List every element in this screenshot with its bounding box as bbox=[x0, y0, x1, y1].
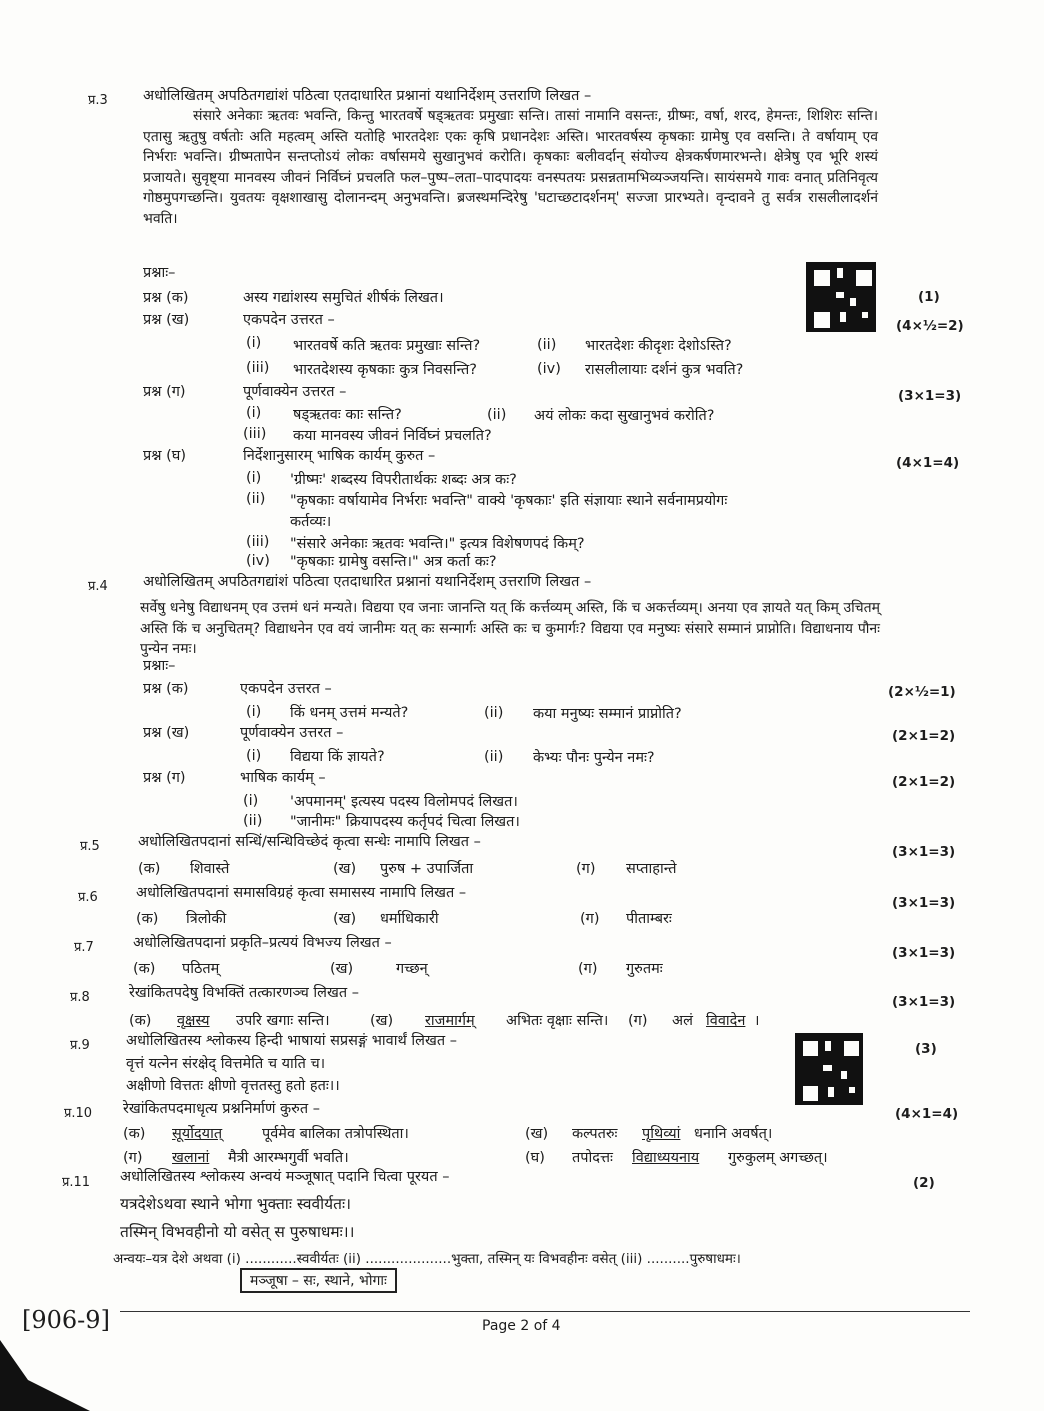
q3-ga-ii-text: अयं लोकः कदा सुखानुभवं करोति? bbox=[534, 408, 715, 424]
q10-number: प्र.10 bbox=[64, 1106, 93, 1121]
q11-number: प्र.11 bbox=[62, 1175, 91, 1190]
q8-b-rest: अभितः वृक्षाः सन्ति। bbox=[506, 1013, 609, 1029]
q3-passage-line: वनात् प्रतिनिवृत्य गोष्ठमुपगच्छन्ति। युवतयः वृक्षशाखासु दोलानन्दम् अनुभवन्ति। ब्रजस्थमन्दिरेषु 'घटाच्छटादर्शनम्' bbox=[143, 169, 878, 206]
q10-c-label: (ग) bbox=[123, 1150, 143, 1166]
q5-b-label: (ख) bbox=[333, 861, 357, 877]
q3-kha-ii-text: भारतदेशः कीदृशः देशोऽस्ति? bbox=[585, 338, 732, 354]
q3-kha-marks: (4×½=2) bbox=[896, 318, 964, 334]
q4-ka-label: प्रश्न (क) bbox=[143, 681, 189, 697]
q3-kha-i-text: भारतवर्षे कति ऋतवः प्रमुखाः सन्ति? bbox=[293, 338, 481, 354]
q10-d-label: (घ) bbox=[525, 1150, 545, 1166]
q8-marks: (3×1=3) bbox=[892, 994, 956, 1010]
q8-c-post: । bbox=[754, 1013, 760, 1029]
q8-c-underlined: विवादेन bbox=[706, 1013, 746, 1029]
q4-instruction: अधोलिखितम् अपठितगद्यांशं पठित्वा एतदाधारित प्रश्नानां यथानिर्देशम् उत्तराणि लिखत – bbox=[143, 574, 592, 590]
q9-text: अधोलिखितस्य श्लोकस्य हिन्दी भाषायां सप्रसङ्गं भावार्थं लिखत – bbox=[126, 1033, 457, 1049]
q3-ga-i-text: षड्ऋतवः काः सन्ति? bbox=[293, 407, 402, 423]
q8-a-label: (क) bbox=[129, 1013, 152, 1029]
q11-marks: (2) bbox=[913, 1175, 935, 1191]
q4-ga-ii-num: (ii) bbox=[243, 813, 263, 829]
footer-page-number: Page 2 of 4 bbox=[482, 1318, 561, 1334]
q4-passage bbox=[140, 598, 880, 660]
q3-ga-label: प्रश्न (ग) bbox=[143, 384, 186, 400]
q8-c-pre: अलं bbox=[672, 1013, 693, 1029]
q10-text: रेखांकितपदमाधृत्य प्रश्ननिर्माणं कुरुत – bbox=[123, 1101, 320, 1117]
q9-shloka-line-1: वृत्तं यत्नेन संरक्षेद् वित्तमेति च याति च। bbox=[126, 1056, 326, 1072]
q4-ga-label: प्रश्न (ग) bbox=[143, 770, 186, 786]
q10-d-pre: तपोदत्तः bbox=[572, 1150, 613, 1166]
q3-gha-text: निर्देशानुसारम् भाषिक कार्यम् कुरुत – bbox=[243, 448, 436, 464]
q3-ka-marks: (1) bbox=[918, 289, 940, 305]
q3-kha-i-num: (i) bbox=[246, 335, 262, 351]
q6-b: धर्माधिकारी bbox=[380, 911, 439, 927]
q4-kha-marks: (2×1=2) bbox=[892, 728, 956, 744]
q8-c-label: (ग) bbox=[628, 1013, 648, 1029]
q5-c: सप्ताहान्ते bbox=[626, 861, 677, 877]
q3-passage-line: शरद, हेमन्तः, शिशिरः सन्ति। एतासु ऋतुषु वर्षतोः अति महत्वम् अस्ति यतोहि भारतदेशः एकः कृषि प्रधानदेशः bbox=[143, 108, 878, 145]
q4-passage-line: सर्वेषु धनेषु विद्याधनम् एव उत्तमं धनं मन्यते। विद्यया एव जनाः जानन्ति यत् किं कर्त्तव्यम् अस्ति, किं च अकर्त्तव्यम्। bbox=[140, 600, 703, 616]
q4-kha-i-num: (i) bbox=[246, 748, 262, 764]
q4-number: प्र.4 bbox=[88, 579, 108, 594]
q3-ka-text: अस्य गद्यांशस्य समुचितं शीर्षकं लिखत। bbox=[243, 290, 444, 306]
q11-shloka-line-2: तस्मिन् विभवहीनो यो वसेत् स पुरुषाधमः।। bbox=[120, 1223, 355, 1241]
q6-number: प्र.6 bbox=[78, 890, 98, 905]
q7-c: गुरुतमः bbox=[626, 961, 663, 977]
q8-text: रेखांकितपदेषु विभक्तिं तत्कारणञ्च लिखत – bbox=[129, 985, 359, 1001]
q4-ka-i-num: (i) bbox=[246, 704, 262, 720]
q8-number: प्र.8 bbox=[70, 990, 90, 1005]
q5-a-label: (क) bbox=[138, 861, 161, 877]
q7-b: गच्छन् bbox=[396, 961, 428, 977]
q8-a-rest: उपरि खगाः सन्ति। bbox=[236, 1013, 330, 1029]
q3-kha-iii-num: (iii) bbox=[246, 360, 270, 376]
q3-kha-text: एकपदेन उत्तरत – bbox=[243, 312, 335, 328]
qr-code-icon bbox=[795, 1033, 863, 1105]
q6-a-label: (क) bbox=[136, 911, 159, 927]
q7-a: पठितम् bbox=[182, 961, 220, 977]
q3-passage bbox=[143, 106, 878, 229]
q7-b-label: (ख) bbox=[330, 961, 354, 977]
q6-c: पीताम्बरः bbox=[626, 911, 672, 927]
q8-a-underlined: वृक्षस्य bbox=[177, 1013, 210, 1029]
q4-kha-label: प्रश्न (ख) bbox=[143, 725, 190, 741]
q3-gha-ii-text-1: "कृषकाः वर्षायामेव निर्भराः भवन्ति" वाक्ये 'कृषकाः' इति संज्ञायाः स्थाने सर्वनामप्रयोगः bbox=[290, 493, 728, 509]
q6-c-label: (ग) bbox=[580, 911, 600, 927]
q5-c-label: (ग) bbox=[576, 861, 596, 877]
q3-kha-label: प्रश्न (ख) bbox=[143, 312, 190, 328]
q4-kha-i-text: विद्यया किं ज्ञायते? bbox=[290, 749, 385, 765]
q3-passage-line: मानवस्य जीवनं निर्विघ्नं प्रचलति फल–पुष्प–लता–पादपादयः वनस्पतयः प्रसन्नतामभिव्यञ्जयन्ति। सायंसमये गावः bbox=[234, 169, 790, 186]
q4-kha-ii-num: (ii) bbox=[484, 749, 504, 765]
q3-gha-iv-num: (iv) bbox=[246, 553, 270, 569]
q10-c-rest: मैत्री आरम्भगुर्वी भवति। bbox=[228, 1150, 349, 1166]
q7-c-label: (ग) bbox=[578, 961, 598, 977]
q4-ga-text: भाषिक कार्यम् – bbox=[240, 770, 326, 786]
q3-ga-ii-num: (ii) bbox=[487, 407, 507, 423]
q5-a: शिवास्ते bbox=[190, 861, 230, 877]
q4-passage-line: अनया एव ज्ञायते यत् किम् उचितम् अस्ति किं च अनुचितम्? विद्याधनेन एव वयं जानीमः यत् कः सन्मार्गः अस्ति bbox=[140, 600, 881, 637]
q3-kha-ii-num: (ii) bbox=[537, 337, 557, 353]
q9-shloka-line-2: अक्षीणो वित्ततः क्षीणो वृत्ततस्तु हतो हतः।। bbox=[126, 1078, 340, 1094]
q3-gha-label: प्रश्न (घ) bbox=[143, 448, 186, 464]
q4-ka-marks: (2×½=1) bbox=[888, 684, 956, 700]
q3-gha-marks: (4×1=4) bbox=[896, 455, 960, 471]
q10-b-underlined: पृथिव्यां bbox=[642, 1126, 681, 1142]
q3-instruction: अधोलिखितम् अपठितगद्यांशं पठित्वा एतदाधारित प्रश्नानां यथानिर्देशम् उत्तराणि लिखत – bbox=[143, 88, 592, 104]
q6-b-label: (ख) bbox=[333, 911, 357, 927]
q10-a-rest: पूर्वमेव बालिका तत्रोपस्थिता। bbox=[262, 1126, 409, 1142]
q3-ga-iii-text: कया मानवस्य जीवनं निर्विघ्नं प्रचलति? bbox=[293, 428, 492, 444]
q3-ga-i-num: (i) bbox=[246, 405, 262, 421]
q11-shloka-line-1: यत्रदेशेऽथवा स्थाने भोगा भुक्ताः स्ववीर्यतः। bbox=[120, 1195, 351, 1213]
q10-d-rest: गुरुकुलम् अगच्छत्। bbox=[728, 1150, 828, 1166]
q4-ga-marks: (2×1=2) bbox=[892, 774, 956, 790]
q3-kha-iv-num: (iv) bbox=[537, 361, 561, 377]
q3-gha-i-num: (i) bbox=[246, 470, 262, 486]
q4-kha-text: पूर्णवाक्येन उत्तरत – bbox=[240, 725, 344, 741]
q3-gha-ii-text-2: कर्तव्यः। bbox=[290, 514, 332, 530]
q3-ga-marks: (3×1=3) bbox=[898, 388, 962, 404]
q10-c-underlined: खलानां bbox=[172, 1150, 210, 1166]
q4-ga-i-text: 'अपमानम्' इत्यस्य पदस्य विलोमपदं लिखत। bbox=[290, 794, 518, 810]
q3-number: प्र.3 bbox=[88, 93, 108, 108]
q3-passage-line: संसारे अनेकाः ऋतवः भवन्ति, किन्तु भारतवर्षे षड्ऋतवः प्रमुखाः सन्ति। तासां नामानि वसन्तः, ग्रीष्मः, वर्षा, bbox=[193, 108, 729, 124]
q10-b-pre: कल्पतरुः bbox=[572, 1126, 618, 1142]
q5-marks: (3×1=3) bbox=[892, 844, 956, 860]
q9-number: प्र.9 bbox=[70, 1038, 90, 1053]
q6-text: अधोलिखितपदानां समासविग्रहं कृत्वा समासस्य नामापि लिखत – bbox=[136, 885, 467, 901]
q3-passage-line: वर्षासमये सुखानुभवं करोति। कृषकाः बलीवर्दान् संयोज्य क्षेत्रकर्षणमारभन्ते। क्षेत्रेषु एव भूरि शस्यं प्रजायते। सुवृष्ट्या bbox=[143, 149, 879, 186]
q10-a-label: (क) bbox=[123, 1126, 146, 1142]
q4-questions-label: प्रश्नाः– bbox=[143, 658, 176, 674]
q10-b-label: (ख) bbox=[525, 1126, 549, 1142]
q4-ga-i-num: (i) bbox=[243, 793, 259, 809]
q10-a-underlined: सूर्योदयात् bbox=[172, 1126, 223, 1142]
q5-text: अधोलिखितपदानां सन्धिं/सन्धिविच्छेदं कृत्वा सन्धेः नामापि लिखत – bbox=[138, 834, 481, 850]
footer-paper-code: [906-9] bbox=[22, 1306, 110, 1334]
q3-gha-iii-text: "संसारे अनेकाः ऋतवः भवन्ति।" इत्यत्र विशेषणपदं किम्? bbox=[290, 536, 585, 552]
q4-ka-text: एकपदेन उत्तरत – bbox=[240, 681, 332, 697]
q3-kha-iii-text: भारतदेशस्य कृषकाः कुत्र निवसन्ति? bbox=[293, 362, 477, 378]
q6-marks: (3×1=3) bbox=[892, 895, 956, 911]
q11-anvaya: अन्वयः–यत्र देशे अथवा (i) ............स्ववीर्यतः (ii) ....................भुक्ता, तस्मिन् यः विभवहीनः वसेत् (iii) ..........पुरुषाधमः। bbox=[113, 1251, 741, 1267]
q3-ka-label: प्रश्न (क) bbox=[143, 290, 189, 306]
q3-passage-line: सज्जा प्रारभ्यते। वृन्दावने तु सर्वत्र रासलीलादर्शनं भवति। bbox=[143, 190, 879, 227]
q4-passage-line: कः च कुमार्गः? विद्यया एव मनुष्यः संसारे सम्मानं प्राप्नोति। विद्याधनाय पौनः पुन्येन नमः। bbox=[140, 620, 880, 657]
q6-a: त्रिलोकी bbox=[186, 911, 227, 927]
q4-ka-ii-num: (ii) bbox=[484, 705, 504, 721]
q10-d-underlined: विद्याध्ययनाय bbox=[632, 1150, 700, 1166]
q7-number: प्र.7 bbox=[74, 940, 94, 955]
footer-rule bbox=[120, 1311, 970, 1312]
q3-questions-label: प्रश्नाः– bbox=[143, 265, 176, 281]
q7-a-label: (क) bbox=[133, 961, 156, 977]
q9-marks: (3) bbox=[915, 1041, 937, 1057]
q4-kha-ii-text: केभ्यः पौनः पुन्येन नमः? bbox=[533, 750, 655, 766]
q5-number: प्र.5 bbox=[80, 839, 100, 854]
q3-passage-line: अस्ति। भारतवर्षस्य कृषकाः ग्रामेषु एव वसन्ति। ते वर्षायाम् एव निर्भराः भवन्ति। ग्रीष्मतापेन सन्तप्तोऽयं लोकः bbox=[143, 128, 878, 165]
q7-text: अधोलिखितपदानां प्रकृति–प्रत्ययं विभज्य लिखत – bbox=[133, 935, 392, 951]
q11-text: अधोलिखितस्य श्लोकस्य अन्वयं मञ्जूषात् पदानि चित्वा पूरयत – bbox=[120, 1169, 450, 1185]
q5-b: पुरुष + उपार्जिता bbox=[380, 861, 474, 877]
q3-gha-iii-num: (iii) bbox=[246, 534, 270, 550]
qr-code-icon bbox=[806, 262, 876, 332]
q3-ga-text: पूर्णवाक्येन उत्तरत – bbox=[243, 384, 347, 400]
paper-code: 906-9 bbox=[31, 1306, 101, 1334]
q8-b-underlined: राजमार्गम् bbox=[425, 1013, 475, 1029]
q8-b-label: (ख) bbox=[370, 1013, 394, 1029]
q3-ga-iii-num: (iii) bbox=[243, 426, 267, 442]
q10-b-rest: धनानि अवर्षत्। bbox=[694, 1126, 773, 1142]
q4-ka-i-text: किं धनम् उत्तमं मन्यते? bbox=[290, 705, 409, 721]
q3-gha-ii-num: (ii) bbox=[246, 491, 266, 507]
q3-kha-iv-text: रासलीलायाः दर्शनं कुत्र भवति? bbox=[585, 362, 744, 378]
q11-manjusha-box: मञ्जूषा – सः, स्थाने, भोगाः bbox=[240, 1268, 397, 1293]
q4-ga-ii-text: "जानीमः" क्रियापदस्य कर्तृपदं चित्वा लिखत। bbox=[290, 814, 520, 830]
q10-marks: (4×1=4) bbox=[895, 1106, 959, 1122]
q3-gha-iv-text: "कृषकाः ग्रामेषु वसन्ति।" अत्र कर्ता कः? bbox=[290, 554, 497, 570]
q4-ka-ii-text: कया मनुष्यः सम्मानं प्राप्नोति? bbox=[533, 706, 682, 722]
scan-shadow-corner bbox=[0, 1340, 90, 1411]
q3-gha-i-text: 'ग्रीष्मः' शब्दस्य विपरीतार्थकः शब्दः अत्र कः? bbox=[290, 472, 517, 488]
q7-marks: (3×1=3) bbox=[892, 945, 956, 961]
